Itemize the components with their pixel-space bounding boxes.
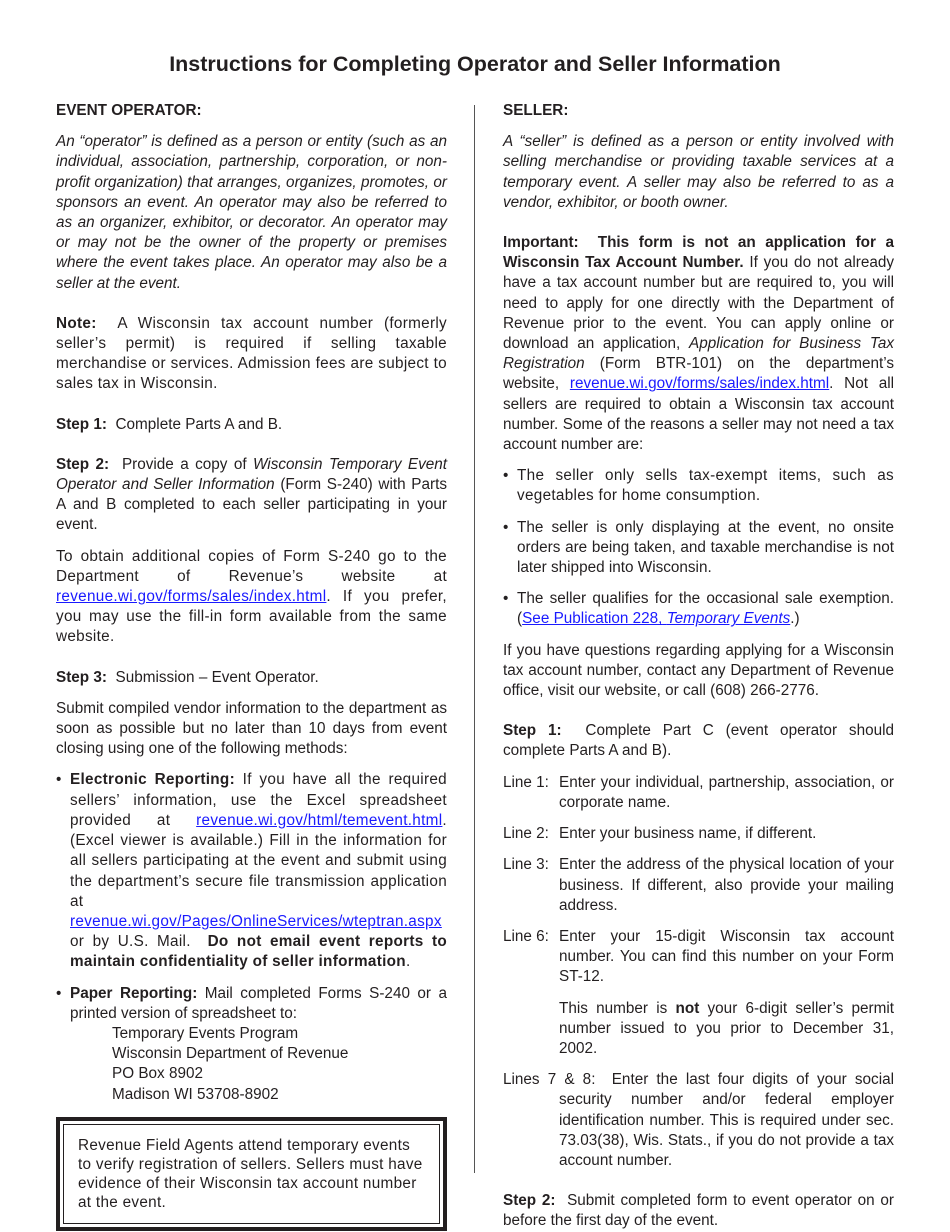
step3-text: Submission – Event Operator. [115, 668, 319, 686]
line1-label: Line 1: [503, 773, 549, 791]
seller-step2-text: Submit completed form to event operator on or before the first day of the event. [503, 1192, 895, 1230]
important-end: . Not all sellers are required to obtain a Wisconsin tax account number. Some of the reasons a seller may not need a tax account number are: [503, 375, 894, 454]
important-paragraph [503, 233, 894, 455]
submit-paragraph: Submit compiled vendor information to the department as soon as possible but no later than 10 days from event closing using one of the following methods: [56, 699, 447, 758]
electronic-reporting-item [56, 770, 447, 972]
line3-text: Enter the address of the physical location of your business. If different, also provide your mailing address. [559, 856, 894, 914]
electronic-reporting-or: or by U.S. Mail. [70, 933, 191, 951]
bullet3-pre: The seller qualifies for the occasional sale exemption. ( [517, 590, 894, 628]
paper-reporting-text: Mail completed Forms S-240 or a printed version of spreadsheet to: [70, 984, 448, 1022]
step1-text: Complete Parts A and B. [115, 415, 283, 433]
step3-label: Step 3: [56, 668, 107, 686]
seller-step2-label: Step 2: [503, 1192, 556, 1210]
electronic-reporting-mid: . (Excel viewer is available.) Fill in the information for all sellers participating at the event and submit using the department’s secure file transmission application at [70, 811, 447, 910]
step1-paragraph [56, 415, 447, 435]
btr-form-title: Application for Business Tax Registration [503, 335, 894, 373]
copies-pre: To obtain additional copies of Form S-240 go to the Department of Revenue’s website at [56, 547, 447, 585]
lines-7-8-text: Enter the last four digits of your social security number and/or federal employer identification number. This is required under sec. 73.03(38), Wis. Stats., if you do not provide a tax account number. [559, 1071, 895, 1169]
line6-note-post: your 6-digit seller’s permit number issued to you prior to December 31, 2002. [559, 999, 895, 1057]
seller-column [503, 101, 894, 1232]
forms-link[interactable]: revenue.wi.gov/forms/sales/index.html [56, 588, 327, 606]
event-operator-column [56, 101, 447, 1231]
step2-form-title: Wisconsin Temporary Event Operator and Seller Information [56, 455, 448, 494]
address-line: Wisconsin Department of Revenue [112, 1045, 349, 1063]
line2-text: Enter your business name, if different. [559, 825, 817, 843]
publication-228-link[interactable] [522, 610, 790, 627]
electronic-reporting-label: Electronic Reporting: [70, 771, 235, 789]
line6-instruction [503, 927, 894, 988]
line6-text: Enter your 15-digit Wisconsin tax account number. You can find this number on your Form ST-12. [559, 927, 894, 986]
event-operator-heading: EVENT OPERATOR: [56, 102, 202, 119]
seller-step1-paragraph [503, 721, 894, 761]
seller-heading: SELLER: [503, 102, 569, 119]
important-label: Important: [503, 234, 579, 252]
copies-paragraph [56, 547, 447, 648]
step2-label: Step 2: [56, 455, 110, 473]
field-agents-notice-box [56, 1117, 447, 1231]
seller-step1-label: Step 1: [503, 722, 562, 740]
line2-label: Line 2: [503, 825, 549, 843]
btr-form-number: (Form BTR-101) on the department’s website, [503, 355, 894, 393]
note-paragraph [56, 314, 447, 395]
lines-7-8-label: Lines 7 & 8: [503, 1071, 596, 1089]
exemption-bullet-2: • The seller is only displaying at the event, no onsite orders are being taken, and taxable merchandise is not later shipped into Wisconsin. [503, 518, 894, 579]
publication-link-italic: Temporary Events [666, 610, 791, 628]
address-line: PO Box 8902 [112, 1065, 203, 1083]
seller-step1-text: Complete Part C (event operator should complete Parts A and B). [503, 722, 894, 760]
line1-text: Enter your individual, partnership, association, or corporate name. [559, 773, 894, 811]
paper-reporting-label: Paper Reporting: [70, 984, 198, 1002]
operator-definition: An “operator” is defined as a person or entity (such as an individual, association, partnership, corporation, or non-profit organization) that arranges, organizes, promotes, or sponsors an event. An operator may also be referred to as an organizer, exhibitor, or decorator. An operator may or may not be the owner of the property or premises where the event takes place. An operator may also be a seller at the event. [56, 133, 447, 292]
note-text: A Wisconsin tax account number (formerly seller’s permit) is required if selling taxable merchandise or services. Admission fees are subject to sales tax in Wisconsin. [56, 314, 447, 393]
wteptran-link[interactable]: revenue.wi.gov/Pages/OnlineServices/wteptran.aspx [70, 912, 442, 930]
lines-7-8-instruction [503, 1070, 894, 1171]
electronic-reporting-warning: Do not email event reports to maintain confidentiality of seller information [70, 933, 447, 971]
seller-definition: A “seller” is defined as a person or entity involved with selling merchandise or providing taxable services at a temporary event. A seller may also be referred to as a vendor, exhibitor, or booth owner. [503, 133, 894, 211]
address-line: Madison WI 53708-8902 [112, 1085, 279, 1103]
paper-reporting-item [56, 984, 447, 1024]
line3-instruction [503, 855, 894, 916]
step2-post: (Form S-240) with Parts A and B completed to each seller participating in your event. [56, 476, 447, 534]
column-divider [474, 105, 475, 1173]
line2-instruction [503, 824, 894, 844]
address-line: Temporary Events Program [112, 1024, 299, 1042]
step2-pre: Provide a copy of [121, 455, 247, 473]
temevent-link[interactable]: revenue.wi.gov/html/temevent.html [196, 811, 443, 829]
important-bold: This form is not an application for a Wisconsin Tax Account Number. [503, 234, 895, 272]
step3-paragraph [56, 668, 447, 688]
important-text: If you do not already have a tax account number but are required to, you will need to apply for one directly with the Department of Revenue prior to the event. You can apply online or download an application, [503, 254, 895, 353]
seller-forms-link[interactable]: revenue.wi.gov/forms/sales/index.html [569, 375, 830, 393]
line6-note-bold: not [675, 999, 700, 1017]
publication-link-text: See Publication 228, [522, 610, 663, 628]
line6-note-pre: This number is [559, 999, 668, 1017]
bullet3-end: .) [790, 610, 800, 628]
mailing-address [56, 1024, 447, 1105]
note-label: Note: [56, 314, 97, 332]
seller-step2-paragraph [503, 1191, 894, 1231]
exemption-bullet-1: • The seller only sells tax-exempt items, such as vegetables for home consumption. [503, 466, 894, 506]
step2-paragraph [56, 455, 447, 536]
page-title: Instructions for Completing Operator and Seller Information [169, 52, 781, 76]
line1-instruction [503, 773, 894, 813]
copies-post: . If you prefer, you may use the fill-in form available from the same website. [56, 588, 447, 646]
field-agents-notice-text: Revenue Field Agents attend temporary events to verify registration of sellers. Sellers must have evidence of their Wisconsin tax account number at the event. [63, 1124, 440, 1224]
electronic-reporting-pre: If you have all the required sellers’ information, use the Excel spreadsheet provided at [70, 771, 447, 829]
line6-label: Line 6: [503, 927, 549, 945]
line6-note [503, 999, 894, 1060]
electronic-reporting-end: . [405, 953, 411, 971]
exemption-bullet-3 [503, 589, 894, 629]
line3-label: Line 3: [503, 856, 549, 874]
step1-label: Step 1: [56, 415, 107, 433]
questions-paragraph: If you have questions regarding applying for a Wisconsin tax account number, contact any Department of Revenue office, visit our website, or call (608) 266-2776. [503, 641, 894, 700]
